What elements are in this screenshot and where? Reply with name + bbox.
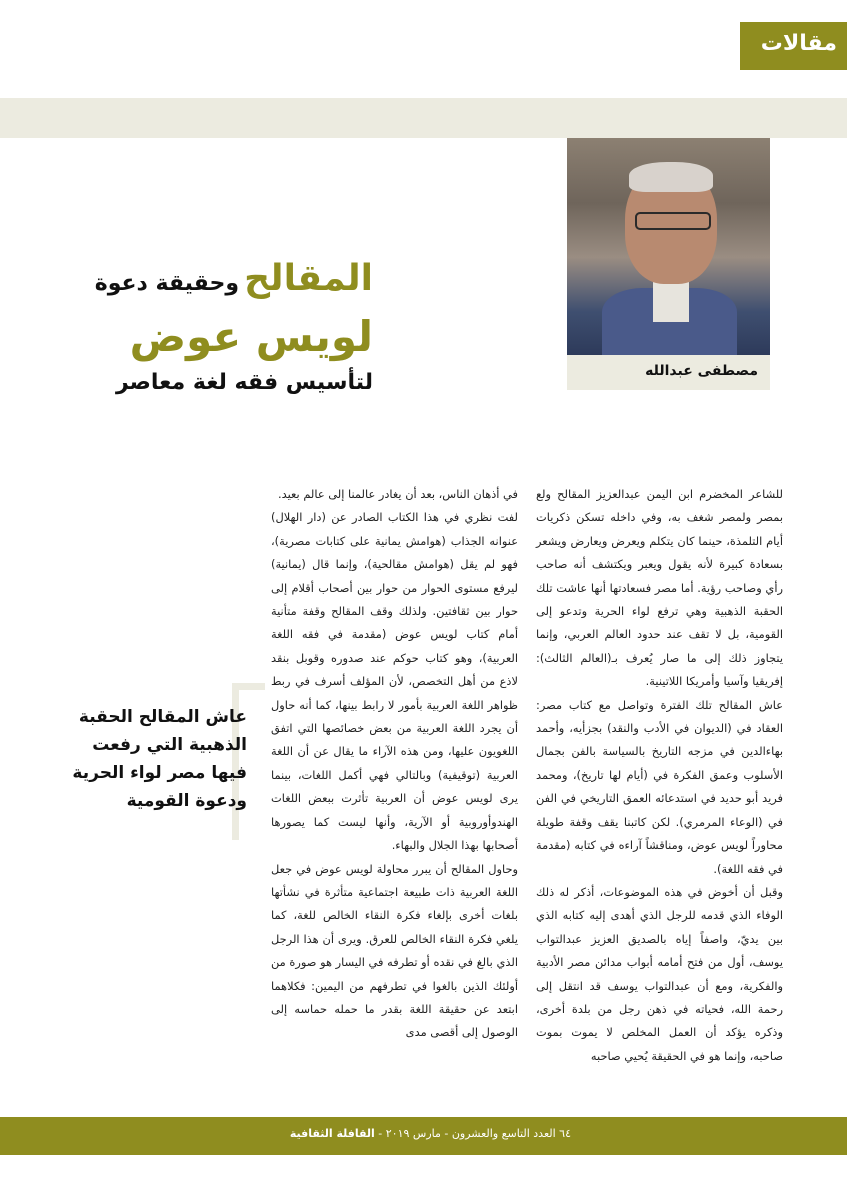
author-caption: [567, 355, 770, 390]
section-tab: [740, 22, 847, 70]
article-subtitle: لتأسيس فقه لغة معاصر: [115, 370, 373, 395]
pullquote: عاش المقالح الحقبة الذهبية التي رفعت فيها مصر لواء الحرية ودعوة القومية: [72, 707, 247, 811]
photo-hair: [629, 162, 713, 192]
paragraph: للشاعر المخضرم ابن اليمن عبدالعزيز المقالح ولع بمصر ولمصر شغف به، وفي داخله تسكن ذكريات أيام التلمذة، حينما كان يتكلم ويعرض ويعارض ويشعر بسعادة كبيرة لأنه يقول ويعبر ويكتشف أنه صاحب رأي وصاحب رؤية. أما مصر فسعادتها أنها عاشت تلك الحقبة الذهبية وهي ترفع لواء الحرية وتدعو إلى القومية، بل لا تقف عند حدود العالم العربي، وإنما يتجاوز ذلك إلى ما صار يُعرف بـ(العالم الثالث): إفريقيا وآسيا وأمريكا اللاتينية.: [536, 487, 783, 689]
title-rest: وحقيقة دعوة: [94, 271, 240, 296]
photo-collar: [653, 282, 689, 322]
issue-info: العدد التاسع والعشرون - مارس ٢٠١٩ -: [378, 1127, 556, 1140]
article-title-name: لويس عوض: [129, 312, 373, 361]
magazine-name: القافلة الثقافية: [289, 1127, 375, 1140]
author-photo: [567, 138, 770, 355]
paragraph: عاش المقالح تلك الفترة وتواصل مع كتاب مصر: العقاد في (الديوان في الأدب والنقد) بجزأيه، وأحمد بهاءالدين في مزجه التاريخ بالسياسة بالفن بجمال الأسلوب وعمق الفكرة في (أيام لها تاريخ)، ومحمد فريد أبو حديد في استدعائه العمق التاريخي في الفن في (الوعاء المرمري). لكن كاتبنا يقف وقفة طويلة محاوراً لويس عوض، ومناقشاً آراءه في كتابه (مقدمة في فقه اللغة).: [536, 697, 783, 876]
author-name: مصطفى عبدالله: [645, 363, 758, 379]
page-number: ٦٤: [559, 1127, 571, 1140]
section-label: مقالات: [760, 31, 837, 56]
body-column-1: [536, 483, 783, 1068]
photo-glasses: [635, 212, 711, 230]
paragraph: وحاول المقالح أن يبرر محاولة لويس عوض في جعل اللغة العربية ذات طبيعة اجتماعية متأثرة في نشأتها بلغات أخرى بإلغاء فكرة النقاء الخالص للغة، كما يلغي فكرة النقاء الخالص للعرق. ويرى أن هذا الرجل الذي بالغ في نقده أو تطرفه في اليسار هو صورة من أولئك الذين بالغوا في تطرفهم من اليمين: فكلاهما ابتعد عن حقيقة اللغة بقدر ما حمله حماسه إلى الوصول إلى أقصى مدى: [271, 861, 518, 1040]
paragraph: وقبل أن أخوض في هذه الموضوعات، أذكر له ذلك الوفاء الذي قدمه للرجل الذي أهدى إليه كتابه الذي بين يديّ، واصفاً إياه بالصديق العزيز عبدالتواب يوسف، أول من فتح أمامه أبواب مدائن مصر الأدبية والفكرية، ومع أن عبدالتواب يوسف قد انتقل إلى رحمة الله، فحياته في ذهن رجل من بلدة أخرى، وذكره يؤكد أن العمل المخلص لا يموت بموت صاحبه، وإنما هو في الحقيقة يُحيي صاحبه: [536, 884, 783, 1063]
paragraph: في أذهان الناس، بعد أن يغادر عالمنا إلى عالم بعيد.: [278, 487, 518, 501]
article-title-line1: [95, 258, 373, 299]
paragraph: لفت نظري في هذا الكتاب الصادر عن (دار الهلال) عنوانه الجذاب (هوامش يمانية على كتابات مصرية)، فهو لم يقل (هوامش مقالحية)، وإنما قال (يمانية) ليرفع مستوى الحوار من حوار بين أصحاب أقلام إلى حوار بين ثقافتين. ولذلك وقف المقالح وقفة متأنية أمام كتاب لويس عوض (مقدمة في فقه اللغة العربية)، وهو كتاب حوكم عند صدوره وقوبل بنقد لاذع من أهل التخصص، لأن المؤلف أسرف في ربط ظواهر اللغة العربية بأمور لا رابط بينها، كما أنه حاول أن يجرد اللغة العربية من بعض خصائصها التي اتفق اللغويون عليها، ومن هذه الآراء ما يقال عن أن اللغة العربية (توقيفية) وبالتالي فهي أكمل اللغات، بينما يرى لويس عوض أن العربية تأثرت ببعض اللغات الهندوأوروبية أو الآرية، وأنها ليست كما يصورها أصحابها بهذا الجلال والبهاء.: [271, 510, 518, 853]
footer: [290, 1127, 571, 1140]
title-highlight: المقالح: [244, 258, 373, 299]
body-column-2: [271, 483, 518, 1045]
header-band: [0, 98, 847, 138]
